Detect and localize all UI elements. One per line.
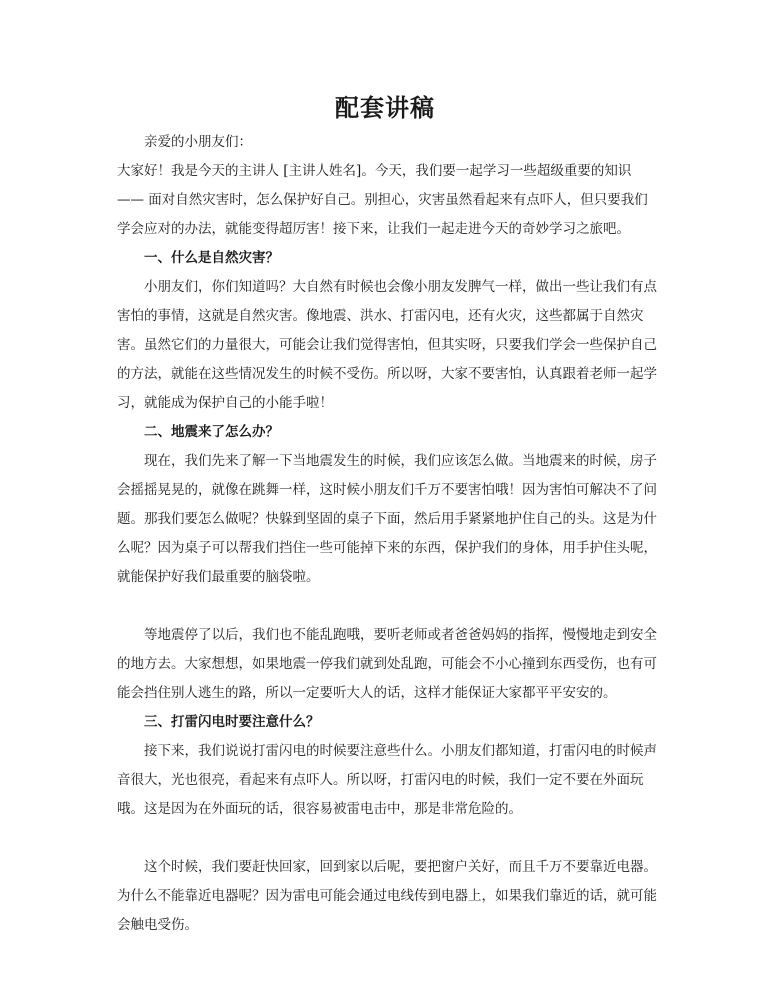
section-2-paragraph-1: 现在，我们先来了解一下当地震发生的时候，我们应该怎么做。当地震来的时候，房子会摇摇晃晃的，就像在跳舞一样，这时候小朋友们千万不要害怕哦！因为害怕可解决不了问题。那我们要怎么做呢？快躲到坚固的桌子下面，然后用手紧紧地护住自己的头。这是为什么呢？因为桌子可以帮我们挡住一些可能掉下来的东西，保护我们的身体，用手护住头呢，就能保护好我们最重要的脑袋啦。	[117, 453, 657, 585]
section-heading-2: 二、地震来了怎么办？	[144, 424, 279, 440]
intro-paragraph: 大家好！我是今天的主讲人 [主讲人姓名]。今天，我们要一起学习一些超级重要的知识 —— 面对自然灾害时，怎么保护好自己。别担心，灾害虽然看起来有点吓人，但只要我们学会应对的办法，就能变得超厉害！接下来，让我们一起走进今天的奇妙学习之旅吧。	[117, 163, 648, 237]
section-heading-3: 三、打雷闪电时要注意什么？	[144, 714, 320, 730]
section-3-paragraph-1: 接下来，我们说说打雷闪电的时候要注意些什么。小朋友们都知道，打雷闪电的时候声音很大，光也很亮，看起来有点吓人。所以呀，打雷闪电的时候，我们一定不要在外面玩哦。这是因为在外面玩的话，很容易被雷电击中，那是非常危险的。	[117, 743, 657, 817]
section-2-paragraph-2: 等地震停了以后，我们也不能乱跑哦，要听老师或者爸爸妈妈的指挥，慢慢地走到安全的地方去。大家想想，如果地震一停我们就到处乱跑，可能会不小心撞到东西受伤，也有可能会挡住别人逃生的路，所以一定要听大人的话，这样才能保证大家都平平安安的。	[117, 627, 657, 701]
section-3-paragraph-2: 这个时候，我们要赶快回家，回到家以后呢，要把窗户关好，而且千万不要靠近电器。为什么不能靠近电器呢？因为雷电可能会通过电线传到电器上，如果我们靠近的话，就可能会触电受伤。	[117, 859, 657, 933]
section-heading-1: 一、什么是自然灾害？	[144, 250, 279, 266]
paragraph-gap	[117, 592, 657, 621]
document-title: 配套讲稿	[335, 93, 435, 122]
greeting: 亲爱的小朋友们：	[144, 134, 252, 150]
document-body	[117, 128, 657, 940]
paragraph-gap	[117, 824, 657, 853]
section-1-paragraph-1: 小朋友们，你们知道吗？大自然有时候也会像小朋友发脾气一样，做出一些让我们有点害怕的事情，这就是自然灾害。像地震、洪水、打雷闪电，还有火灾，这些都属于自然灾害。虽然它们的力量很大，可能会让我们觉得害怕，但其实呀，只要我们学会一些保护自己的方法，就能在这些情况发生的时候不受伤。所以呀，大家不要害怕，认真跟着老师一起学习，就能成为保护自己的小能手啦！	[117, 279, 657, 411]
